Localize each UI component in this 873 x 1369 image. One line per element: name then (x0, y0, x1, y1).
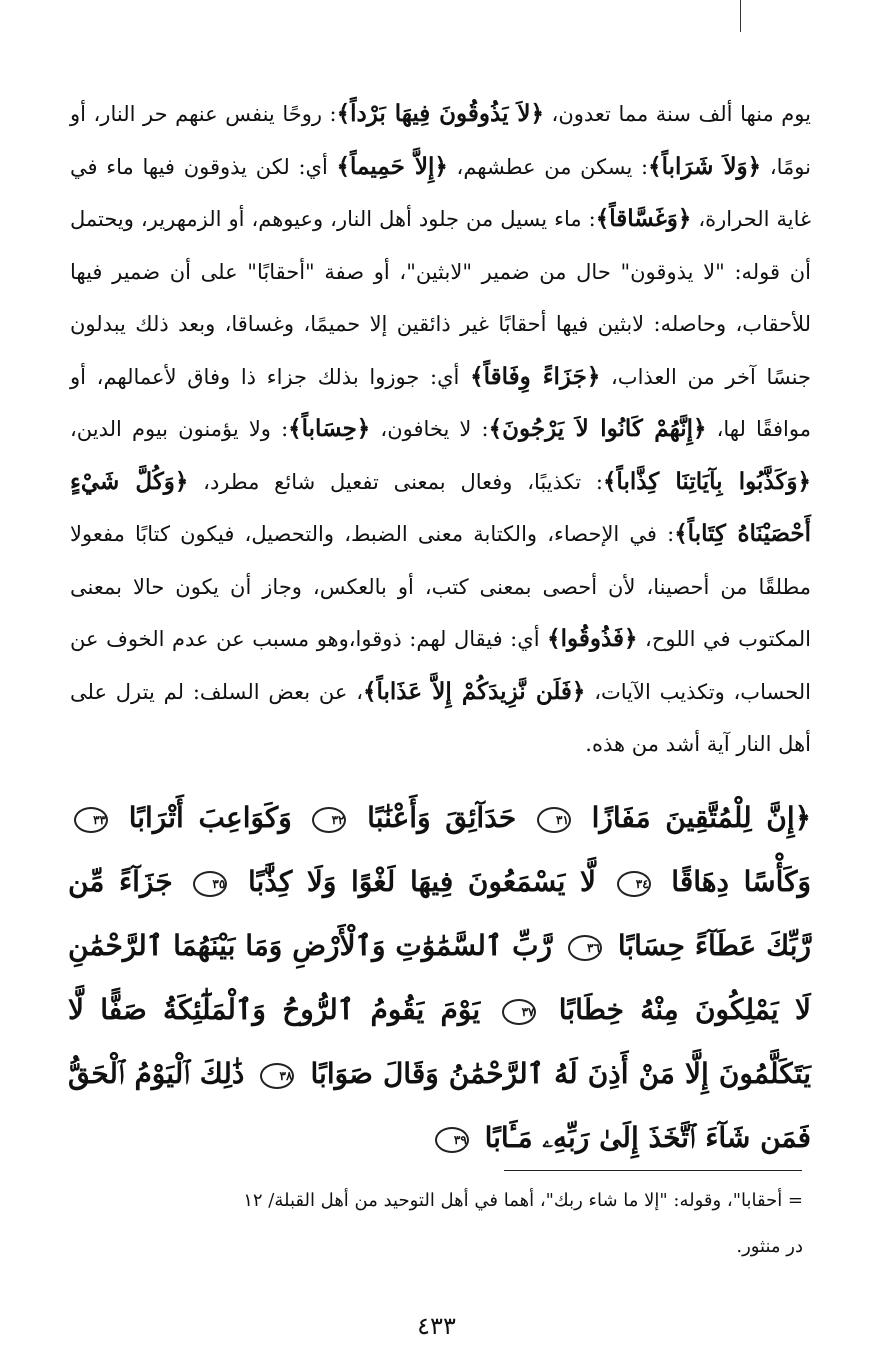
quoted-verse: ﴿لاَ يَذُوقُونَ فِيهَا بَرْداً﴾ (336, 100, 544, 127)
ayah-number-marker: ٣٨ (260, 1063, 294, 1089)
verse-text: ذَٰلِكَ ٱلْيَوْمُ ٱلْحَقُّ فَمَن شَآءَ ٱتَّخَذَ إِلَىٰ رَبِّهِۦ مَـَٔابًا (68, 1057, 811, 1154)
quoted-verse: ﴿وَكَذَّبُوا بِآيَاتِنَا كِذَّاباً﴾ (602, 467, 811, 495)
footnote-line-1: = أحقابا"، وقوله: "إلا ما شاء ربك"، أهما في أهل التوحيد من أهل القبلة/ ١٢ (243, 1190, 803, 1211)
quran-verses-block (68, 786, 811, 1170)
ayah-number-marker: ٣٧ (502, 999, 536, 1025)
commentary-text: أي: لكن يذوقون فيها ماء في غاية الحرارة، (70, 154, 811, 231)
verse-text: حَدَآئِقَ وَأَعْنَٰبًا (367, 801, 517, 834)
ayah-number-marker: ٣٦ (568, 935, 602, 961)
verse-text: لَّا يَسْمَعُونَ فِيهَا لَغْوًا وَلَا كِذَّٰبًا (247, 865, 596, 898)
quoted-verse: ﴿فَذُوقُوا﴾ (547, 625, 638, 652)
footnote-divider (504, 1170, 802, 1171)
ayah-number-marker: ٣١ (537, 807, 571, 833)
ayah-number-marker: ٣٣ (74, 807, 108, 833)
footnote (70, 1178, 803, 1270)
commentary-text: : روحًا ينفس عنهم حر النار، أو نومًا، (70, 102, 811, 179)
commentary-text: : لا يخافون، (370, 417, 489, 441)
commentary-text: أي: جوزوا بذلك جزاء ذا وفاق لأعمالهم، أو موافقًا لها، (70, 364, 811, 441)
verse-text: ﴿إِنَّ لِلْمُتَّقِينَ مَفَازًا (591, 801, 812, 834)
commentary-text: يوم منها ألف سنة مما تعدون، (543, 102, 811, 126)
ayah-number-marker: ٣٩ (435, 1127, 469, 1153)
commentary-text: : ولا يؤمنون بيوم الدين، (70, 417, 289, 441)
quoted-verse: ﴿حِسَاباً﴾ (288, 415, 371, 442)
tafsir-paragraph (70, 88, 811, 771)
commentary-text: أي: فيقال لهم: ذوقوا،وهو مسبب عن عدم الخوف عن الحساب، وتكذيب الآيات، (70, 627, 811, 704)
commentary-text: : ماء يسيل من جلود أهل النار، وعيوهم، أو الزمهرير، ويحتمل أن قوله: "لا يذوقون" حال من ضمير "لابثين"، أو صفة "أحقابًا" على أن ضمير فيها للأحقاب، وحاصله: لابثين فيها أحقابًا غير ذائقين إلا حميمًا، وغساقا، وبعد ذلك يبدلون جنسًا آخر من العذاب، (70, 207, 811, 389)
quoted-verse: ﴿إِلاَّ حَمِيماً﴾ (336, 152, 448, 180)
commentary-text: : تكذيبًا، وفعال بمعنى تفعيل شائع مطرد، (188, 469, 603, 494)
quoted-verse: ﴿فَلَن نَّزِيدَكُمْ إِلاَّ عَذَاباً﴾ (362, 677, 586, 705)
verse-text: وَكَأْسًا دِهَاقًا (671, 865, 811, 898)
quoted-verse: ﴿وَغَسَّاقاً﴾ (595, 205, 692, 232)
commentary-text: : يسكن من عطشهم، (447, 154, 649, 179)
footnote-line-2: در منثور. (736, 1236, 803, 1257)
quoted-verse: ﴿جَزَاءً وِفَاقاً﴾ (470, 362, 601, 390)
verse-text: رَّبِّ ٱلسَّمَٰوَٰتِ وَٱلْأَرْضِ وَمَا بَيْنَهُمَا ٱلرَّحْمَٰنِ لَا يَمْلِكُونَ مِنْهُ خِطَابًا (68, 929, 812, 1026)
quoted-verse: ﴿وَكُلَّ شَيْءٍ أَحْصَيْنَاهُ كِتَاباً﴾ (70, 467, 811, 547)
verse-text: يَوْمَ يَقُومُ ٱلرُّوحُ وَٱلْمَلَٰٓئِكَةُ صَفًّا لَّا يَتَكَلَّمُونَ إِلَّا مَنْ أَذِنَ لَهُ ٱلرَّحْمَٰنُ وَقَالَ صَوَابًا (68, 993, 812, 1090)
quoted-verse: ﴿وَلاَ شَرَاباً﴾ (648, 152, 762, 180)
commentary-text: ، عن بعض السلف: لم يترل على أهل النار آية أشد من هذه. (70, 679, 811, 756)
ayah-number-marker: ٣٢ (312, 807, 346, 833)
ayah-number-marker: ٣٤ (617, 871, 651, 897)
quoted-verse: ﴿إِنَّهُمْ كَانُوا لاَ يَرْجُونَ﴾ (488, 415, 707, 442)
verse-text: جَزَآءً مِّن رَّبِّكَ عَطَآءً حِسَابًا (68, 865, 812, 962)
commentary-text: : في الإحصاء، والكتابة معنى الضبط، والتحصيل، فيكون كتابًا مفعولا مطلقًا من أحصينا، لأن أحصى بمعنى كتب، أو بالعكس، وجاز أن يكون حالا بمعنى المكتوب في اللوح، (70, 522, 811, 651)
verse-text: وَكَوَاعِبَ أَتْرَابًا (128, 801, 292, 834)
page-number: ٤٣٣ (417, 1312, 456, 1340)
corner-mark (740, 0, 741, 32)
ayah-number-marker: ٣٥ (193, 871, 227, 897)
